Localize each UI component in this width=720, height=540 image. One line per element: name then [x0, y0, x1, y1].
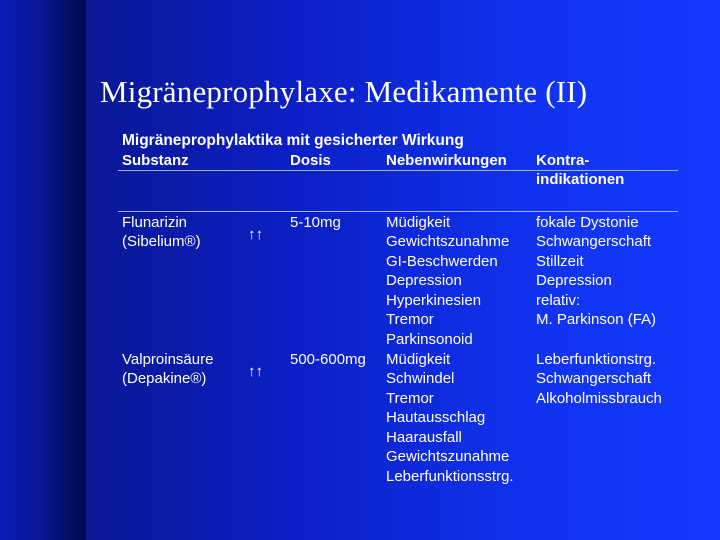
- contraindications-cell: Leberfunktionstrg. Schwangerschaft Alkoholmissbrauch: [536, 350, 662, 407]
- table-row: [118, 350, 678, 490]
- column-header-contraindications: Kontra- indikationen: [536, 151, 625, 188]
- slide-title: Migräneprophylaxe: Medikamente (II): [100, 74, 588, 109]
- substance-cell: Flunarizin (Sibelium®): [122, 213, 201, 250]
- efficacy-arrows: ↑↑: [248, 362, 263, 380]
- dose-cell: 5-10mg: [290, 213, 341, 231]
- substance-cell: Valproinsäure (Depakine®): [122, 350, 214, 387]
- column-header-dose: Dosis: [290, 151, 331, 169]
- medication-table: [118, 131, 678, 490]
- side-effects-cell: Müdigkeit Gewichtszunahme GI-Beschwerden Depression Hyperkinesien Tremor Parkinsonoid: [386, 213, 510, 348]
- side-effects-cell: Müdigkeit Schwindel Tremor Hautausschlag Haarausfall Gewichtszunahme Leberfunktionsstrg.: [386, 350, 514, 485]
- column-header-substance: Substanz: [122, 151, 189, 169]
- column-header-side-effects: Nebenwirkungen: [386, 151, 507, 169]
- efficacy-arrows: ↑↑: [248, 225, 263, 243]
- dose-cell: 500-600mg: [290, 350, 366, 368]
- decorative-side-strip: [0, 0, 86, 540]
- table-heading: Migräneprophylaktika mit gesicherter Wirkung: [122, 132, 464, 149]
- contraindications-cell: fokale Dystonie Schwangerschaft Stillzeit Depression relativ: M. Parkinson (FA): [536, 213, 657, 328]
- table-row: [118, 213, 678, 350]
- header-top-rule: [118, 170, 678, 171]
